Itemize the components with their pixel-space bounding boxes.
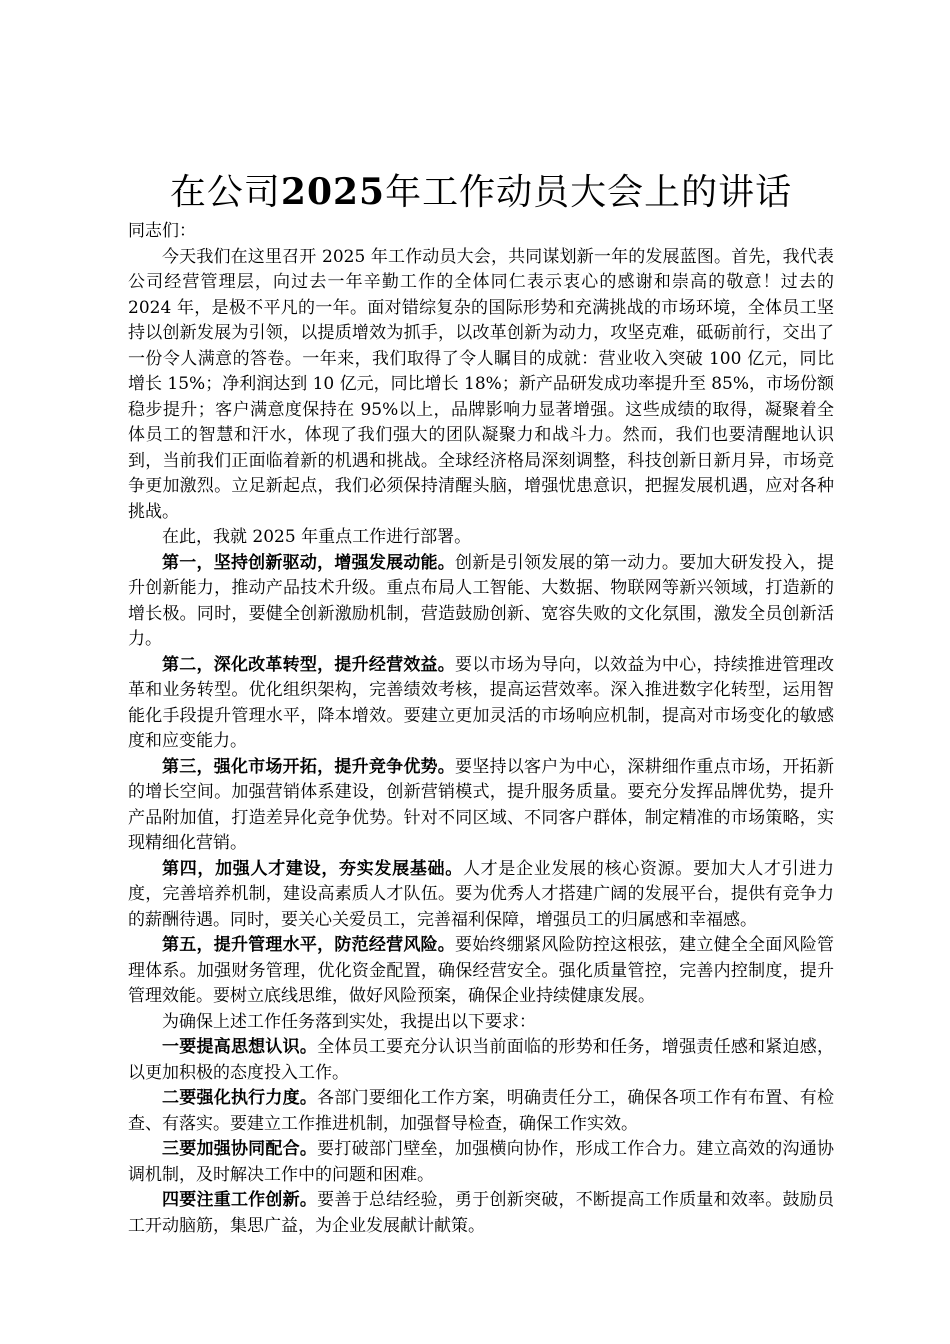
title-prefix: 在公司 (169, 172, 281, 213)
requirements-intro-paragraph: 为确保上述工作任务落到实处，我提出以下要求： (162, 1011, 536, 1032)
document-page (128, 168, 834, 1239)
task-paragraph-5 (128, 933, 834, 1010)
requirement-heading: 三要加强协同配合。 (162, 1139, 318, 1159)
intro-paragraph: 今天我们在这里召开 2025 年工作动员大会，共同谋划新一年的发展蓝图。首先，我代表公司经营管理层，向过去一年辛勤工作的全体同仁表示衷心的感谢和崇高的敬意！过去的 2024 年，是极不平凡的一年。面对错综复杂的国际形势和充满挑战的市场环境，全体员工坚持以创新发展为引领，以提质增效为抓手，以改革创新为动力，攻坚克难，砥砺前行，交出了一份令人满意的答卷。一年来，我们取得了令人瞩目的成就：营业收入突破 100 亿元，同比增长 15%；净利润达到 10 亿元，同比增长 18%；新产品研发成功率提升至 85%，市场份额稳步提升；客户满意度保持在 95%以上，品牌影响力显著增强。这些成绩的取得，凝聚着全体员工的智慧和汗水，体现了我们强大的团队凝聚力和战斗力。然而，我们也要清醒地认识到，当前我们正面临着新的机遇和挑战。全球经济格局深刻调整，科技创新日新月异，市场竞争更加激烈。立足新起点，我们必须保持清醒头脑，增强忧患意识，把握发展机遇，应对各种挑战。 (128, 246, 835, 522)
task-heading: 第二，深化改革转型，提升经营效益。 (162, 654, 456, 675)
task-heading: 第四，加强人才建设，夯实发展基础。 (162, 858, 463, 879)
requirement-heading: 四要注重工作创新。 (162, 1190, 318, 1210)
requirement-body: 全体员工要充分认识当前面临的形势和任务，增强责任感和紧迫感，以更加积极的态度投入工作。 (128, 1037, 835, 1083)
requirement-paragraph-2 (128, 1086, 834, 1137)
requirement-paragraph-3 (128, 1137, 834, 1188)
task-paragraph-1 (128, 551, 834, 653)
deploy-intro-paragraph: 在此，我就 2025 年重点工作进行部署。 (162, 527, 472, 547)
task-heading: 第一，坚持创新驱动，增强发展动能。 (162, 552, 456, 573)
task-body: 要以市场为导向，以效益为中心，持续推进管理改革和业务转型。优化组织架构，完善绩效考核，提高运营效率。深入推进数字化转型，运用智能化手段提升管理水平，降本增效。要建立更加灵活的市场响应机制，提高对市场变化的敏感度和应变能力。 (128, 654, 835, 751)
task-paragraph-3 (128, 755, 834, 857)
salutation: 同志们： (128, 221, 196, 241)
task-body: 要始终绷紧风险防控这根弦，建立健全全面风险管理体系。加强财务管理，优化资金配置，确保经营安全。强化质量管控，完善内控制度，提升管理效能。要树立底线思维，做好风险预案，确保企业持续健康发展。 (128, 935, 835, 1006)
task-paragraph-4 (128, 857, 834, 934)
title-suffix: 年工作动员大会上的讲话 (385, 172, 793, 213)
task-body: 要坚持以客户为中心，深耕细作重点市场，开拓新的增长空间。加强营销体系建设，创新营销模式，提升服务质量。要充分发挥品牌优势，提升产品附加值，打造差异化竞争优势。针对不同区域、不同客户群体，制定精准的市场策略，实现精细化营销。 (128, 756, 835, 853)
task-body: 创新是引领发展的第一动力。要加大研发投入，提升创新能力，推动产品技术升级。重点布局人工智能、大数据、物联网等新兴领域，打造新的增长极。同时，要健全创新激励机制，营造鼓励创新、宽容失败的文化氛围，激发全员创新活力。 (128, 552, 835, 649)
task-heading: 第五，提升管理水平，防范经营风险。 (162, 935, 456, 955)
requirement-heading: 一要提高思想认识。 (162, 1037, 318, 1057)
task-heading: 第三，强化市场开拓，提升竞争优势。 (162, 756, 456, 777)
task-body: 人才是企业发展的核心资源。要加大人才引进力度，完善培养机制，建设高素质人才队伍。要为优秀人才搭建广阔的发展平台，提供有竞争力的薪酬待遇。同时，要关心关爱员工，完善福利保障，增强员工的归属感和幸福感。 (128, 858, 835, 930)
requirement-body: 各部门要细化工作方案，明确责任分工，确保各项工作有布置、有检查、有落实。要建立工作推进机制，加强督导检查，确保工作实效。 (128, 1088, 835, 1134)
requirement-body: 要善于总结经验，勇于创新突破，不断提高工作质量和效率。鼓励员工开动脑筋，集思广益，为企业发展献计献策。 (128, 1190, 835, 1236)
task-paragraph-2 (128, 653, 834, 755)
requirement-paragraph-4 (128, 1188, 834, 1239)
requirement-body: 要打破部门壁垒，加强横向协作，形成工作合力。建立高效的沟通协调机制，及时解决工作中的问题和困难。 (128, 1139, 835, 1185)
requirement-paragraph-1 (128, 1035, 834, 1086)
title-year: 2025 (280, 171, 386, 213)
requirement-heading: 二要强化执行力度。 (162, 1088, 318, 1108)
document-title (128, 168, 834, 217)
